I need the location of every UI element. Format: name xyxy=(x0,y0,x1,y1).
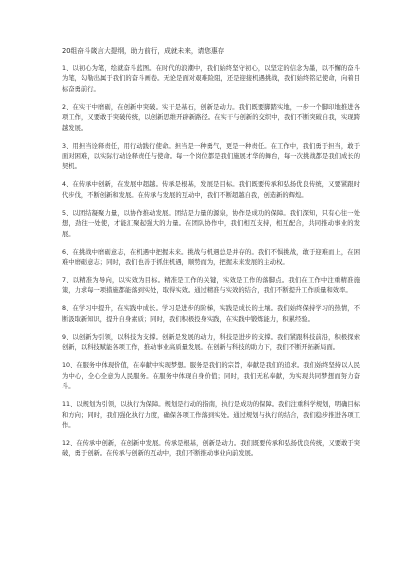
paragraph: 8、在学习中提升，在实践中成长。学习是进步的阶梯，实践是成长的土壤。我们始终保持学习的热情，不断汲取新知识，提升自身素质；同时，我们积极投身实践，在实践中锻炼能力，积累经验。 xyxy=(62,305,360,323)
paragraph: 1、以初心为笔，绘就奋斗蓝图。在时代的浪潮中，我们始终坚守初心，以坚定的信念为墨，以不懈的奋斗为笔，勾勒出属于我们的奋斗画卷。无论是面对艰难险阻，还是迎接机遇挑战，我们始终铭记使命，向着目标奋勇前行。 xyxy=(62,65,360,93)
paragraph: 7、以精准为导向，以实效为目标。精准是工作的关键，实效是工作的落脚点。我们在工作中注重精准施策，力求每一项措施都能落到实处，取得实效。通过精准与实效的结合，我们不断提升工作质量和效率。 xyxy=(62,277,360,295)
paragraph: 3、用担当诠释责任，用行动践行使命。担当是一种勇气，更是一种责任。在工作中，我们勇于担当，敢于面对困难，以实际行动诠释责任与使命。每一个岗位都是我们施展才华的舞台，每一次挑战都是我们成长的契机。 xyxy=(62,142,360,171)
paragraph: 5、以团结凝聚力量，以协作推动发展。团结是力量的源泉，协作是成功的保障。我们深知，只有心往一处想，劲往一处使，才能汇聚起强大的力量。在团队协作中，我们相互支持，相互配合，共同推动事业的发展。 xyxy=(62,209,360,238)
document-title: 20组奋斗箴言大提纲，助力前行，成就未来，请您惠存 xyxy=(62,47,225,55)
paragraph: 10、在服务中体现价值，在奉献中实现梦想。服务是我们的宗旨，奉献是我们的追求。我们始终坚持以人民为中心，全心全意为人民服务。在服务中体现自身价值；同时，我们无私奉献，为实现共同梦想而努力奋斗。 xyxy=(62,362,360,391)
paragraph: 9、以创新为引领，以科技为支撑。创新是发展的动力，科技是进步的支撑。我们紧跟科技前沿，积极探索创新，以科技赋能各项工作，推动事业高质量发展。在创新与科技的助力下，我们不断开拓新局面。 xyxy=(62,333,360,352)
paragraph: 4、在传承中创新，在发展中超越。传承是根基，发展是目标。我们既要传承和弘扬优良传统，又要紧跟时代步伐，不断创新和发展。在传承与发展的互动中，我们不断超越自我，创造新的辉煌。 xyxy=(62,181,360,199)
paragraph: 2、在实干中磨砺，在创新中突破。实干是基石，创新是动力。我们既要脚踏实地，一步一个脚印地推进各项工作，又要敢于突破传统，以创新思维开辟新路径。在实干与创新的交织中，我们不断突破自我，实现跨越发展。 xyxy=(62,103,360,132)
paragraph: 12、在传承中创新，在创新中发展。传承是根基，创新是动力。我们既要传承和弘扬优良传统，又要敢于突破，勇于创新。在传承与创新的互动中，我们不断推动事业向前发展。 xyxy=(62,439,360,458)
paragraph: 6、在挑战中磨砺意志，在机遇中把握未来。挑战与机遇总是并存的。我们不惧挑战，敢于迎难而上，在困难中磨砺意志；同时，我们也善于抓住机遇，顺势而为，把握未来发展的主动权。 xyxy=(62,248,360,267)
paragraph: 11、以规划为引领，以执行为保障。规划是行动的指南，执行是成功的保障。我们注重科学规划，明确目标和方向；同时，我们强化执行力度，确保各项工作落到实处。通过规划与执行的结合，我们稳步推进各项工作。 xyxy=(62,401,360,429)
